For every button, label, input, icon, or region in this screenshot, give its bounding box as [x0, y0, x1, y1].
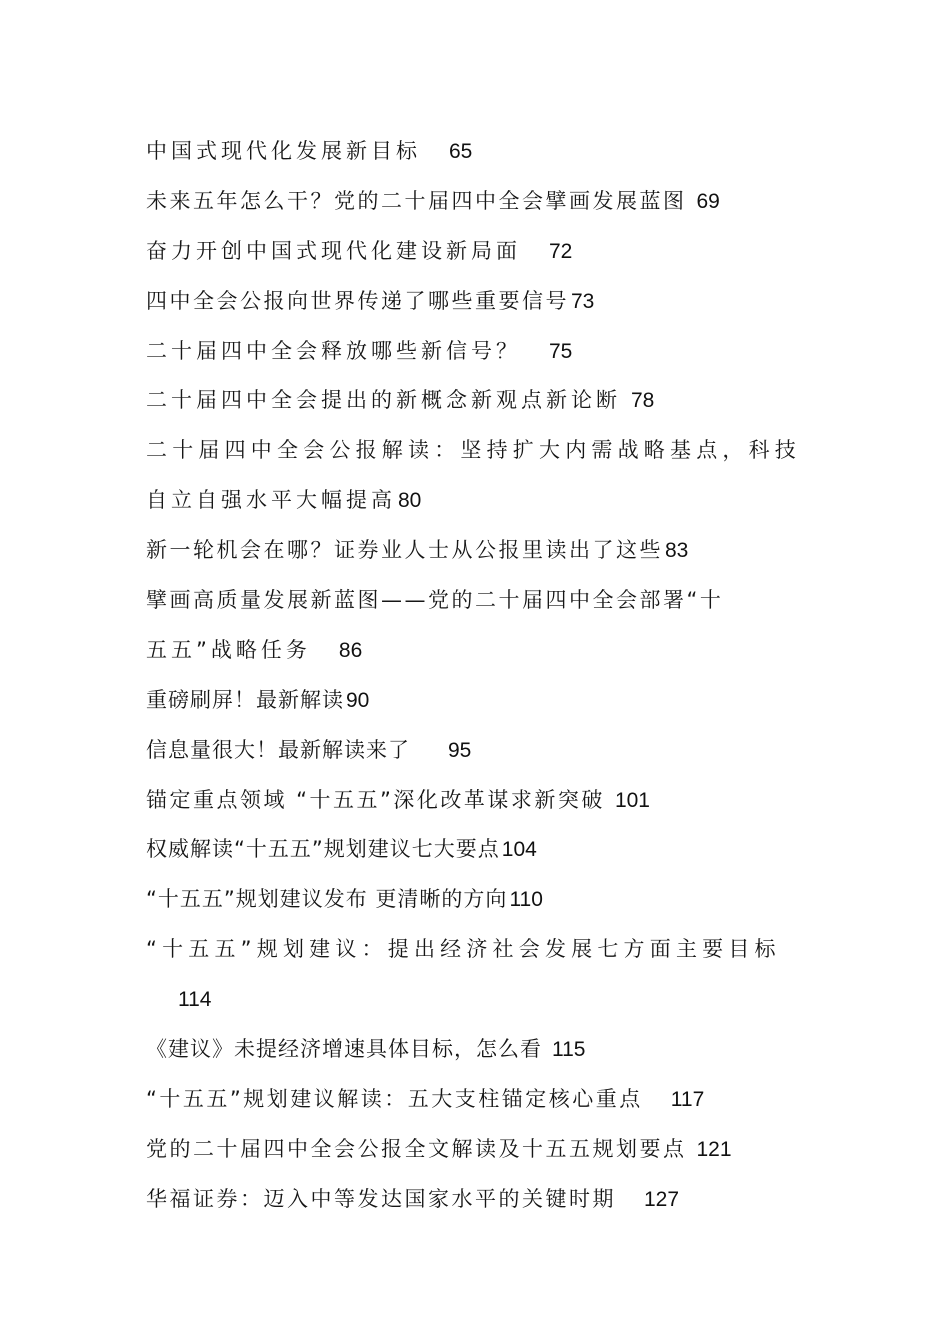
toc-entry[interactable] [146, 580, 810, 630]
toc-entry[interactable] [146, 1079, 810, 1129]
toc-entry[interactable] [146, 181, 810, 231]
toc-entry-page: 90 [346, 688, 370, 712]
toc-entry-page: 104 [501, 838, 537, 862]
toc-entry-title: 奋力开创中国式现代化建设新局面 [146, 238, 521, 263]
toc-entry-page: 72 [549, 239, 573, 263]
toc-entry-page: 114 [178, 988, 212, 1012]
toc-entry[interactable] [146, 530, 810, 580]
toc-entry-page: 69 [696, 189, 720, 213]
toc-entry-title: “十五五”规划建议解读：五大支柱锚定核心重点 [146, 1086, 643, 1111]
toc-entry[interactable] [146, 680, 810, 730]
toc-entry-continuation[interactable] [146, 480, 810, 530]
toc-entry[interactable] [146, 780, 810, 830]
toc-entry-page: 117 [670, 1087, 705, 1111]
toc-entry[interactable] [146, 380, 810, 430]
toc-entry[interactable] [146, 1029, 810, 1079]
toc-entry[interactable] [146, 929, 810, 979]
toc-entry-page: 78 [631, 389, 655, 413]
toc-entry-title: 擘画高质量发展新蓝图——党的二十届四中全会部署“十 [146, 588, 724, 613]
toc-entry-page: 110 [509, 888, 543, 912]
toc-entry-title: 重磅刷屏！最新解读 [146, 687, 344, 712]
toc-entry-page: 95 [448, 738, 472, 762]
toc-entry-title: 二十届四中全会公报解读：坚持扩大内需战略基点，科技 [146, 438, 801, 463]
toc-entry[interactable] [146, 281, 810, 331]
toc-entry-title-cont: 自立自强水平大幅提高 [146, 488, 396, 513]
toc-entry-continuation[interactable] [146, 979, 810, 1029]
toc-entry-page: 80 [398, 489, 422, 513]
toc-entry-title: “十五五”规划建议：提出经济社会发展七方面主要目标 [146, 937, 781, 962]
toc-entry[interactable] [146, 829, 810, 879]
toc-entry-page: 121 [696, 1137, 732, 1161]
toc-entry-title: 党的二十届四中全会公报全文解读及十五五规划要点 [146, 1136, 687, 1161]
toc-entry-page: 86 [338, 638, 363, 662]
toc-entry-title: 未来五年怎么干？党的二十届四中全会擘画发展蓝图 [146, 188, 687, 213]
toc-entry-continuation[interactable] [146, 630, 810, 680]
toc-entry[interactable] [146, 231, 810, 281]
toc-entry-page: 75 [549, 339, 573, 363]
toc-entry-page: 101 [614, 788, 650, 812]
toc-entry-title: 权威解读“十五五”规划建议七大要点 [146, 837, 500, 862]
toc-entry[interactable] [146, 430, 810, 480]
toc-entry-title: 新一轮机会在哪？证券业人士从公报里读出了这些 [146, 538, 663, 563]
toc-entry-title: “十五五”规划建议发布 更清晰的方向 [146, 887, 508, 912]
toc-entry-page: 73 [571, 289, 595, 313]
toc-entry-page: 115 [552, 1038, 586, 1062]
toc-entry[interactable] [146, 1129, 810, 1179]
toc-entry[interactable] [146, 1179, 810, 1229]
toc-entry-title: 《建议》未提经济增速具体目标，怎么看 [146, 1037, 542, 1062]
toc-entry-page: 83 [665, 539, 689, 563]
table-of-contents [146, 131, 810, 1229]
toc-entry-title-cont: 五五”战略任务 [146, 637, 311, 662]
toc-entry-title: 信息量很大！最新解读来了 [146, 737, 410, 762]
toc-entry-title: 二十届四中全会释放哪些新信号？ [146, 338, 521, 363]
toc-entry[interactable] [146, 879, 810, 929]
toc-entry-page: 65 [449, 140, 473, 163]
toc-entry-page: 127 [644, 1187, 680, 1211]
toc-entry-title: 华福证券：迈入中等发达国家水平的关键时期 [146, 1186, 616, 1211]
toc-entry[interactable] [146, 331, 810, 381]
toc-entry-title: 二十届四中全会提出的新概念新观点新论断 [146, 388, 621, 413]
toc-entry-title: 中国式现代化发展新目标 [146, 139, 421, 163]
toc-entry-title: 四中全会公报向世界传递了哪些重要信号 [146, 288, 569, 313]
toc-entry[interactable] [146, 131, 810, 181]
toc-entry-title: 锚定重点领域 “十五五”深化改革谋求新突破 [146, 787, 605, 812]
toc-entry[interactable] [146, 730, 810, 780]
